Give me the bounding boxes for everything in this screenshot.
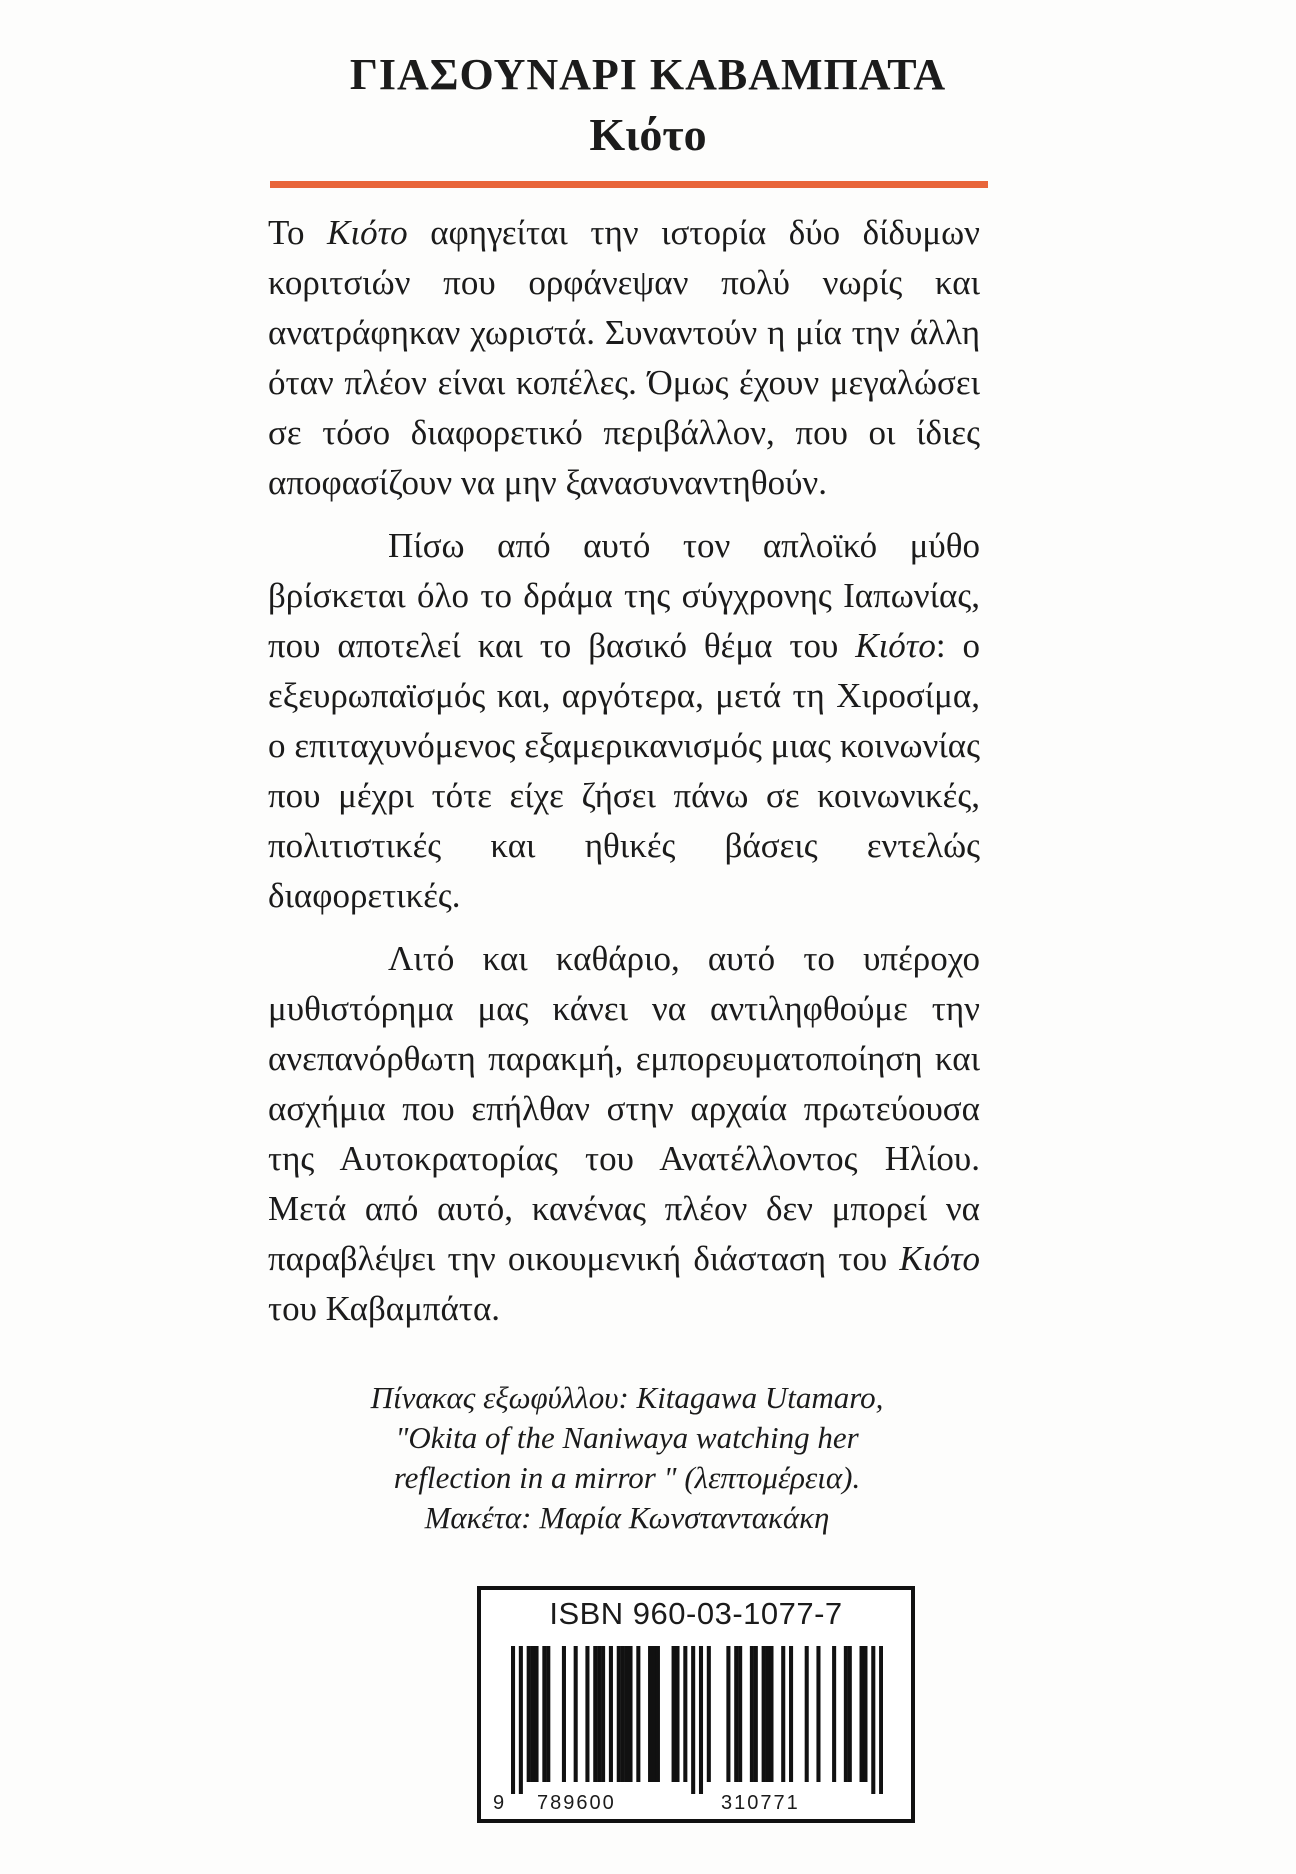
blurb-italic-title: Κιότο (899, 1239, 980, 1278)
barcode-bar (805, 1646, 809, 1782)
barcode-bar (534, 1646, 538, 1782)
barcode-bar (707, 1646, 711, 1782)
barcode-bar (816, 1646, 820, 1782)
credit-line-painting-title: "Okita of the Naniwaya watching her (395, 1420, 859, 1455)
barcode-bar (754, 1646, 758, 1782)
barcode-bar (789, 1646, 793, 1782)
barcode-bar (574, 1646, 578, 1782)
barcode-bar (527, 1646, 531, 1782)
blurb-paragraph-2 (268, 521, 980, 921)
blurb-text: Πίσω από αυτό τον απλοϊκό μύθο βρίσκεται όλο το δράμα της σύγχρονης Ιαπωνίας, που αποτελεί και το βασικό θέμα του (268, 526, 980, 665)
barcode-bar (863, 1646, 867, 1782)
barcode-bar (699, 1646, 703, 1794)
blurb-paragraph-3 (268, 934, 980, 1334)
blurb-italic-title: Κιότο (855, 626, 936, 665)
barcode-bar (585, 1646, 589, 1782)
barcode-bar (734, 1646, 738, 1782)
barcode-bar (879, 1646, 883, 1794)
credit-line-painting-detail: reflection in a mirror " (λεπτομέρεια). (393, 1460, 861, 1495)
barcode-bar (738, 1646, 742, 1782)
barcode-left-digits: 789600 (537, 1792, 616, 1814)
blurb-paragraph-1 (268, 208, 980, 508)
book-title: Κιότο (589, 109, 707, 160)
barcode-bar (648, 1646, 652, 1782)
barcode-bar (832, 1646, 836, 1782)
book-blurb (268, 208, 980, 1347)
orange-divider (270, 181, 988, 188)
barcode-bar (625, 1646, 629, 1782)
barcode-bar (542, 1646, 546, 1782)
barcode-bar (636, 1646, 640, 1782)
barcode-bar (672, 1646, 676, 1782)
barcode-bar (781, 1646, 785, 1782)
barcode-bar (601, 1646, 605, 1782)
barcode-bar (683, 1646, 687, 1782)
blurb-text: αφηγείται την ιστορία δύο δίδυμων κοριτσιών που ορφάνεψαν πολύ νωρίς και ανατράφηκαν χωριστά. Συναντούν η μία την άλλη όταν πλέον είναι κοπέλες. Όμως έχουν μεγαλώσει σε τόσο διαφορετικό περιβάλλον, που οι ίδιες αποφασίζουν να μην ξανασυναντηθούν. (268, 213, 980, 502)
barcode-bar (621, 1646, 625, 1782)
blurb-text: Το (268, 213, 328, 252)
barcode-bar (675, 1646, 679, 1782)
credit-line-design: Μακέτα: Μαρία Κωνσταντακάκη (424, 1500, 830, 1535)
barcode-right-digits: 310771 (721, 1792, 800, 1814)
cover-credits (268, 1378, 986, 1538)
barcode-bar (691, 1646, 695, 1794)
barcode-bar (656, 1646, 660, 1782)
barcode-digits (491, 1790, 901, 1816)
barcode-bar (766, 1646, 770, 1782)
barcode-bar (750, 1646, 754, 1782)
blurb-italic-title: Κιότο (327, 213, 408, 252)
barcode-bar (860, 1646, 864, 1782)
isbn-barcode-box (477, 1586, 915, 1823)
barcode-first-digit: 9 (493, 1792, 505, 1814)
barcode-graphic (511, 1646, 883, 1794)
barcode-bar (562, 1646, 566, 1782)
barcode-bar (628, 1646, 632, 1782)
author-name: ΓΙΑΣΟΥΝΑΡΙ ΚΑΒΑΜΠΑΤΑ (349, 50, 947, 99)
barcode-bar (617, 1646, 621, 1782)
barcode-bar (519, 1646, 523, 1794)
cover-header (0, 48, 1296, 162)
barcode-bar (652, 1646, 656, 1782)
barcode-bar (511, 1646, 515, 1794)
blurb-text: του Καβαμπάτα. (268, 1289, 501, 1328)
barcode-bar (531, 1646, 535, 1782)
barcode-bar (871, 1646, 875, 1794)
blurb-text: : ο εξευρωπαϊσμός και, αργότερα, μετά τη Χιροσίμα, ο επιταχυνόμενος εξαμερικανισμός μιας κοινωνίας που μέχρι τότε είχε ζήσει πάνω σε κοινωνικές, πολιτιστικές και ηθικές βάσεις εντελώς διαφορετικές. (268, 626, 980, 915)
barcode-bar (546, 1646, 550, 1782)
credit-line-painting: Πίνακας εξωφύλλου: Kitagawa Utamaro, (370, 1380, 884, 1415)
barcode-bar (769, 1646, 773, 1782)
barcode-bar (762, 1646, 766, 1782)
barcode-bar (597, 1646, 601, 1782)
isbn-label: ISBN 960-03-1077-7 (549, 1596, 843, 1631)
barcode-bar (609, 1646, 613, 1782)
barcode-bar (844, 1646, 848, 1782)
barcode-bar (848, 1646, 852, 1782)
barcode-bar (726, 1646, 730, 1782)
barcode-bar (593, 1646, 597, 1782)
blurb-text: Λιτό και καθάριο, αυτό το υπέροχο μυθιστόρημα μας κάνει να αντιληφθούμε την ανεπανόρθωτη παρακμή, εμπορευματοποίηση και ασχήμια που επήλθαν στην αρχαία πρωτεύουσα της Αυτοκρατορίας του Ανατέλλοντος Ηλίου. Μετά από αυτό, κανένας πλέον δεν μπορεί να παραβλέψει την οικουμενική διάσταση του (268, 939, 980, 1278)
